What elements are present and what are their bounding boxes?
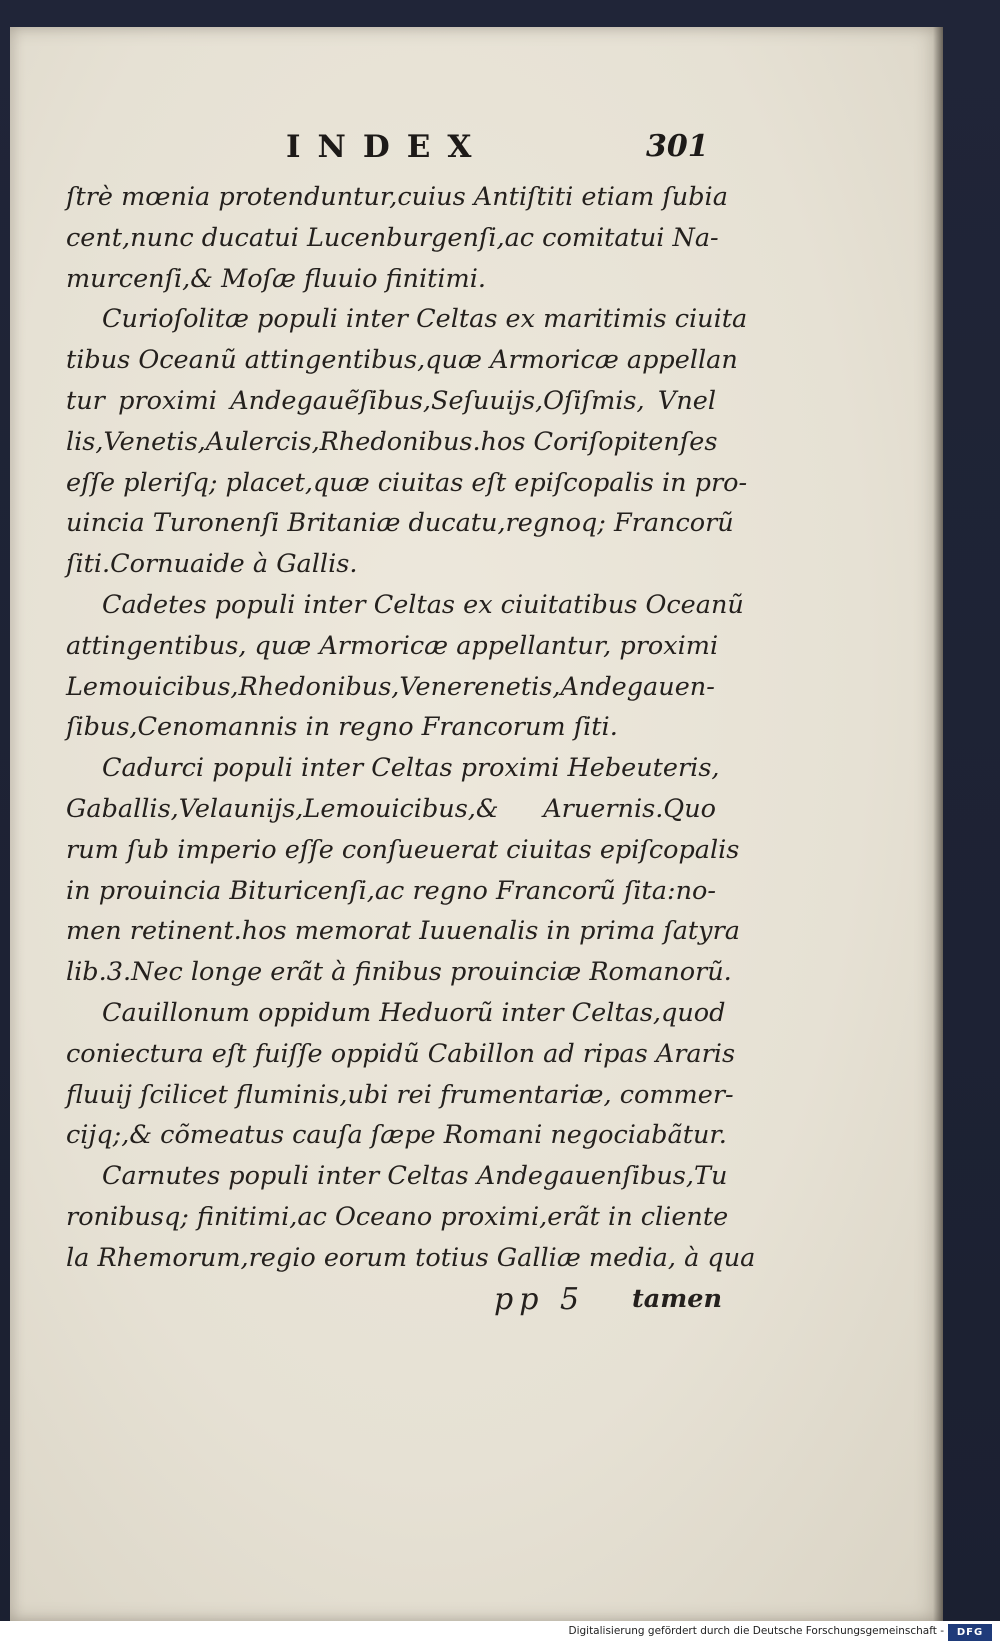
digitization-credit-bar [0,1621,1000,1645]
text-line: lis,Venetis,Aulercis,Rhedonibus.hos Coriſopitenſes [66,426,718,457]
text-line: cent,nunc ducatui Lucenburgenſi,ac comitatui Na- [66,222,719,253]
text-line: eſſe pleriſq; placet,quæ ciuitas eſt epiſcopalis in pro- [66,467,748,498]
text-line: lib.3.Nec longe erãt à finibus prouinciæ Romanorũ. [66,957,732,988]
funding-credit: Digitalisierung gefördert durch die Deutsche Forschungsgemeinschaft - [568,1625,944,1637]
text-line: ſibus,Cenomannis in regno Francorum ſiti. [66,712,618,743]
dfg-logo-icon: DFG [948,1624,992,1641]
text-line: attingentibus, quæ Armoricæ appellantur, proximi [66,630,719,661]
text-line: tibus Oceanũ attingentibus,quæ Armoricæ appellan [66,345,738,376]
text-line: ronibusq; finitimi,ac Oceano proximi,erãt in cliente [66,1201,729,1232]
text-line: murcenſi,& Moſæ fluuio finitimi. [66,263,486,294]
text-line: Cauillonum oppidum Heduorũ inter Celtas,quod [102,997,726,1028]
signature-mark: pp 5 [494,1282,586,1317]
page-foot [10,1282,943,1322]
catchword: tamen [632,1284,723,1314]
text-line: Gaballis,Velaunijs,Lemouicibus,& Aruernis.Quo [66,793,716,824]
text-line: rum ſub imperio eſſe conſueuerat ciuitas epiſcopalis [66,834,740,865]
page-number: 301 [646,129,709,164]
text-line: Lemouicibus,Rhedonibus,Venerenetis,Andegauen- [66,671,715,702]
text-line: men retinent.hos memorat Iuuenalis in prima ſatyra [66,916,740,947]
text-line: Carnutes populi inter Celtas Andegauenſibus,Tu [102,1161,728,1192]
text-line: Curioſolitæ populi inter Celtas ex maritimis ciuita [102,304,748,335]
text-line: coniectura eſt fuiſſe oppidũ Cabillon ad ripas Araris [66,1038,736,1069]
text-line: uincia Turonenſi Britaniæ ducatu,regnoq; Francorũ [66,508,734,539]
text-line: la Rhemorum,regio eorum totius Galliæ media, à qua [66,1242,756,1273]
text-line: in prouincia Bituricenſi,ac regno Francorũ ſita:no- [66,875,716,906]
running-head: INDEX [286,129,489,165]
text-line: ſtrè mœnia protenduntur,cuius Antiſtiti etiam ſubia [66,182,728,212]
text-line: cijq;,& cõmeatus cauſa ſæpe Romani negociabãtur. [66,1120,727,1151]
text-line: Cadurci populi inter Celtas proximi Hebeuteris, [102,753,720,784]
index-text-block [66,177,756,1279]
page-header [10,129,943,169]
text-line: ſiti.Cornuaide à Gallis. [66,549,358,580]
text-line: tur proximi Andegauẽſibus,Seſuuijs,Oſiſmis, Vnel [66,385,716,416]
text-line: Cadetes populi inter Celtas ex ciuitatibus Oceanũ [102,589,744,620]
text-line: fluuij ſcilicet fluminis,ubi rei frumentariæ, commer- [66,1079,734,1110]
book-page [10,27,943,1621]
